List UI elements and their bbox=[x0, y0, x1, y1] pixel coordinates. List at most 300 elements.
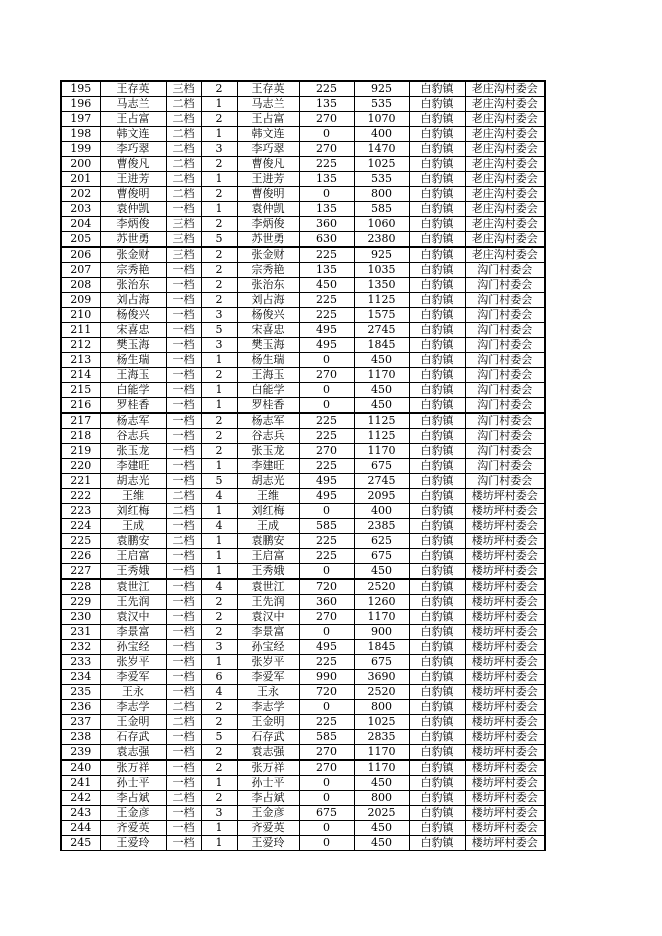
name-cell: 王永 bbox=[100, 685, 166, 700]
total-cell: 800 bbox=[354, 187, 409, 202]
tier-cell: 一档 bbox=[166, 595, 201, 610]
tier-cell: 三档 bbox=[166, 217, 201, 232]
table-row bbox=[61, 323, 545, 338]
tier-cell: 二档 bbox=[166, 700, 201, 715]
count-cell: 2 bbox=[201, 791, 237, 806]
village-cell: 楼坊坪村委会 bbox=[465, 715, 545, 730]
name-cell: 王启富 bbox=[100, 549, 166, 564]
recipient-cell: 杨生瑞 bbox=[237, 353, 299, 368]
row-number-cell: 228 bbox=[61, 579, 100, 595]
row-number-cell: 238 bbox=[61, 730, 100, 745]
village-cell: 楼坊坪村委会 bbox=[465, 534, 545, 549]
count-cell: 1 bbox=[201, 202, 237, 217]
total-cell: 585 bbox=[354, 202, 409, 217]
count-cell: 2 bbox=[201, 368, 237, 383]
name-cell: 李占斌 bbox=[100, 791, 166, 806]
subsidy-cell: 495 bbox=[299, 323, 354, 338]
subsidy-cell: 0 bbox=[299, 821, 354, 836]
town-cell: 白豹镇 bbox=[409, 760, 465, 776]
total-cell: 1170 bbox=[354, 444, 409, 459]
recipient-cell: 韩文连 bbox=[237, 127, 299, 142]
town-cell: 白豹镇 bbox=[409, 579, 465, 595]
recipient-cell: 王维 bbox=[237, 489, 299, 504]
total-cell: 800 bbox=[354, 700, 409, 715]
count-cell: 2 bbox=[201, 293, 237, 308]
village-cell: 楼坊坪村委会 bbox=[465, 776, 545, 791]
subsidy-cell: 270 bbox=[299, 610, 354, 625]
village-cell: 沟门村委会 bbox=[465, 308, 545, 323]
tier-cell: 一档 bbox=[166, 685, 201, 700]
subsidy-cell: 0 bbox=[299, 564, 354, 580]
total-cell: 925 bbox=[354, 247, 409, 263]
table-row bbox=[61, 564, 545, 580]
village-cell: 老庄沟村委会 bbox=[465, 142, 545, 157]
recipient-cell: 杨志军 bbox=[237, 413, 299, 429]
tier-cell: 一档 bbox=[166, 383, 201, 398]
village-cell: 老庄沟村委会 bbox=[465, 157, 545, 172]
town-cell: 白豹镇 bbox=[409, 444, 465, 459]
village-cell: 老庄沟村委会 bbox=[465, 202, 545, 217]
total-cell: 1125 bbox=[354, 429, 409, 444]
recipient-cell: 杨俊兴 bbox=[237, 308, 299, 323]
tier-cell: 一档 bbox=[166, 202, 201, 217]
table-row bbox=[61, 202, 545, 217]
row-number-cell: 226 bbox=[61, 549, 100, 564]
count-cell: 3 bbox=[201, 142, 237, 157]
tier-cell: 一档 bbox=[166, 579, 201, 595]
subsidy-cell: 270 bbox=[299, 745, 354, 761]
town-cell: 白豹镇 bbox=[409, 806, 465, 821]
table-row bbox=[61, 413, 545, 429]
subsidy-cell: 135 bbox=[299, 202, 354, 217]
row-number-cell: 200 bbox=[61, 157, 100, 172]
recipient-cell: 曹俊明 bbox=[237, 187, 299, 202]
recipient-cell: 李志学 bbox=[237, 700, 299, 715]
tier-cell: 一档 bbox=[166, 398, 201, 414]
village-cell: 楼坊坪村委会 bbox=[465, 655, 545, 670]
recipient-cell: 马志兰 bbox=[237, 97, 299, 112]
row-number-cell: 223 bbox=[61, 504, 100, 519]
tier-cell: 一档 bbox=[166, 459, 201, 474]
tier-cell: 二档 bbox=[166, 489, 201, 504]
subsidy-cell: 270 bbox=[299, 368, 354, 383]
total-cell: 1035 bbox=[354, 263, 409, 278]
recipient-cell: 张金财 bbox=[237, 247, 299, 263]
name-cell: 杨生瑞 bbox=[100, 353, 166, 368]
recipient-cell: 王先润 bbox=[237, 595, 299, 610]
tier-cell: 一档 bbox=[166, 368, 201, 383]
row-number-cell: 208 bbox=[61, 278, 100, 293]
count-cell: 1 bbox=[201, 836, 237, 851]
total-cell: 1070 bbox=[354, 112, 409, 127]
count-cell: 2 bbox=[201, 595, 237, 610]
recipient-cell: 罗桂香 bbox=[237, 398, 299, 414]
tier-cell: 二档 bbox=[166, 791, 201, 806]
subsidy-cell: 0 bbox=[299, 353, 354, 368]
name-cell: 袁世江 bbox=[100, 579, 166, 595]
name-cell: 李志学 bbox=[100, 700, 166, 715]
row-number-cell: 206 bbox=[61, 247, 100, 263]
name-cell: 王存英 bbox=[100, 81, 166, 97]
tier-cell: 一档 bbox=[166, 745, 201, 761]
subsidy-cell: 225 bbox=[299, 293, 354, 308]
row-number-cell: 242 bbox=[61, 791, 100, 806]
tier-cell: 一档 bbox=[166, 610, 201, 625]
town-cell: 白豹镇 bbox=[409, 247, 465, 263]
total-cell: 1350 bbox=[354, 278, 409, 293]
recipient-cell: 袁志强 bbox=[237, 745, 299, 761]
name-cell: 孙士平 bbox=[100, 776, 166, 791]
count-cell: 4 bbox=[201, 579, 237, 595]
name-cell: 张金财 bbox=[100, 247, 166, 263]
recipient-cell: 刘占海 bbox=[237, 293, 299, 308]
total-cell: 1170 bbox=[354, 610, 409, 625]
subsidy-cell: 135 bbox=[299, 97, 354, 112]
total-cell: 1170 bbox=[354, 760, 409, 776]
count-cell: 2 bbox=[201, 429, 237, 444]
recipient-cell: 王永 bbox=[237, 685, 299, 700]
row-number-cell: 211 bbox=[61, 323, 100, 338]
village-cell: 沟门村委会 bbox=[465, 444, 545, 459]
subsidy-cell: 495 bbox=[299, 338, 354, 353]
total-cell: 1125 bbox=[354, 413, 409, 429]
recipient-cell: 王爱玲 bbox=[237, 836, 299, 851]
count-cell: 1 bbox=[201, 776, 237, 791]
recipient-cell: 张治东 bbox=[237, 278, 299, 293]
name-cell: 王进芳 bbox=[100, 172, 166, 187]
row-number-cell: 201 bbox=[61, 172, 100, 187]
count-cell: 3 bbox=[201, 338, 237, 353]
table-row bbox=[61, 112, 545, 127]
town-cell: 白豹镇 bbox=[409, 97, 465, 112]
table-row bbox=[61, 685, 545, 700]
total-cell: 1845 bbox=[354, 338, 409, 353]
tier-cell: 二档 bbox=[166, 157, 201, 172]
count-cell: 3 bbox=[201, 640, 237, 655]
tier-cell: 二档 bbox=[166, 112, 201, 127]
table-row bbox=[61, 489, 545, 504]
tier-cell: 一档 bbox=[166, 564, 201, 580]
total-cell: 2520 bbox=[354, 579, 409, 595]
recipient-cell: 谷志兵 bbox=[237, 429, 299, 444]
village-cell: 沟门村委会 bbox=[465, 278, 545, 293]
row-number-cell: 237 bbox=[61, 715, 100, 730]
total-cell: 450 bbox=[354, 398, 409, 414]
tier-cell: 一档 bbox=[166, 263, 201, 278]
name-cell: 张治东 bbox=[100, 278, 166, 293]
village-cell: 沟门村委会 bbox=[465, 383, 545, 398]
count-cell: 1 bbox=[201, 97, 237, 112]
table-row bbox=[61, 776, 545, 791]
town-cell: 白豹镇 bbox=[409, 519, 465, 534]
name-cell: 韩文连 bbox=[100, 127, 166, 142]
table-row bbox=[61, 217, 545, 232]
table-row bbox=[61, 81, 545, 97]
row-number-cell: 232 bbox=[61, 640, 100, 655]
tier-cell: 二档 bbox=[166, 534, 201, 549]
total-cell: 2520 bbox=[354, 685, 409, 700]
village-cell: 老庄沟村委会 bbox=[465, 112, 545, 127]
count-cell: 1 bbox=[201, 655, 237, 670]
recipient-cell: 王启富 bbox=[237, 549, 299, 564]
count-cell: 1 bbox=[201, 172, 237, 187]
tier-cell: 三档 bbox=[166, 232, 201, 248]
tier-cell: 三档 bbox=[166, 81, 201, 97]
recipient-cell: 王海玉 bbox=[237, 368, 299, 383]
subsidy-cell: 0 bbox=[299, 700, 354, 715]
name-cell: 胡志光 bbox=[100, 474, 166, 489]
table-row bbox=[61, 353, 545, 368]
name-cell: 王金明 bbox=[100, 715, 166, 730]
table-row bbox=[61, 519, 545, 534]
town-cell: 白豹镇 bbox=[409, 232, 465, 248]
total-cell: 925 bbox=[354, 81, 409, 97]
tier-cell: 一档 bbox=[166, 760, 201, 776]
table-row bbox=[61, 534, 545, 549]
subsidy-cell: 225 bbox=[299, 655, 354, 670]
row-number-cell: 245 bbox=[61, 836, 100, 851]
count-cell: 2 bbox=[201, 278, 237, 293]
village-cell: 楼坊坪村委会 bbox=[465, 685, 545, 700]
town-cell: 白豹镇 bbox=[409, 700, 465, 715]
name-cell: 苏世勇 bbox=[100, 232, 166, 248]
row-number-cell: 213 bbox=[61, 353, 100, 368]
recipient-cell: 张万祥 bbox=[237, 760, 299, 776]
village-cell: 楼坊坪村委会 bbox=[465, 791, 545, 806]
table-row bbox=[61, 549, 545, 564]
recipient-cell: 孙士平 bbox=[237, 776, 299, 791]
tier-cell: 一档 bbox=[166, 519, 201, 534]
town-cell: 白豹镇 bbox=[409, 263, 465, 278]
tier-cell: 一档 bbox=[166, 474, 201, 489]
name-cell: 刘占海 bbox=[100, 293, 166, 308]
town-cell: 白豹镇 bbox=[409, 202, 465, 217]
table-row bbox=[61, 670, 545, 685]
count-cell: 2 bbox=[201, 610, 237, 625]
total-cell: 1025 bbox=[354, 157, 409, 172]
town-cell: 白豹镇 bbox=[409, 383, 465, 398]
village-cell: 沟门村委会 bbox=[465, 338, 545, 353]
tier-cell: 二档 bbox=[166, 97, 201, 112]
tier-cell: 一档 bbox=[166, 338, 201, 353]
recipient-cell: 袁世江 bbox=[237, 579, 299, 595]
town-cell: 白豹镇 bbox=[409, 142, 465, 157]
recipient-cell: 樊玉海 bbox=[237, 338, 299, 353]
row-number-cell: 230 bbox=[61, 610, 100, 625]
total-cell: 2380 bbox=[354, 232, 409, 248]
table-row bbox=[61, 760, 545, 776]
subsidy-cell: 0 bbox=[299, 187, 354, 202]
row-number-cell: 212 bbox=[61, 338, 100, 353]
count-cell: 1 bbox=[201, 534, 237, 549]
row-number-cell: 215 bbox=[61, 383, 100, 398]
village-cell: 楼坊坪村委会 bbox=[465, 806, 545, 821]
row-number-cell: 240 bbox=[61, 760, 100, 776]
name-cell: 王先润 bbox=[100, 595, 166, 610]
count-cell: 2 bbox=[201, 157, 237, 172]
row-number-cell: 236 bbox=[61, 700, 100, 715]
row-number-cell: 202 bbox=[61, 187, 100, 202]
name-cell: 李景富 bbox=[100, 625, 166, 640]
town-cell: 白豹镇 bbox=[409, 459, 465, 474]
table-row bbox=[61, 655, 545, 670]
town-cell: 白豹镇 bbox=[409, 157, 465, 172]
data-table bbox=[60, 80, 546, 851]
town-cell: 白豹镇 bbox=[409, 489, 465, 504]
town-cell: 白豹镇 bbox=[409, 730, 465, 745]
table-row bbox=[61, 444, 545, 459]
total-cell: 450 bbox=[354, 383, 409, 398]
table-row bbox=[61, 504, 545, 519]
name-cell: 张岁平 bbox=[100, 655, 166, 670]
recipient-cell: 王成 bbox=[237, 519, 299, 534]
town-cell: 白豹镇 bbox=[409, 413, 465, 429]
count-cell: 1 bbox=[201, 821, 237, 836]
row-number-cell: 209 bbox=[61, 293, 100, 308]
subsidy-cell: 585 bbox=[299, 730, 354, 745]
subsidy-cell: 0 bbox=[299, 127, 354, 142]
village-cell: 楼坊坪村委会 bbox=[465, 504, 545, 519]
name-cell: 袁志强 bbox=[100, 745, 166, 761]
subsidy-cell: 585 bbox=[299, 519, 354, 534]
table-row bbox=[61, 232, 545, 248]
table-row bbox=[61, 247, 545, 263]
town-cell: 白豹镇 bbox=[409, 308, 465, 323]
name-cell: 王金彦 bbox=[100, 806, 166, 821]
town-cell: 白豹镇 bbox=[409, 640, 465, 655]
village-cell: 楼坊坪村委会 bbox=[465, 745, 545, 761]
village-cell: 老庄沟村委会 bbox=[465, 97, 545, 112]
name-cell: 王爱玲 bbox=[100, 836, 166, 851]
village-cell: 楼坊坪村委会 bbox=[465, 564, 545, 580]
row-number-cell: 195 bbox=[61, 81, 100, 97]
subsidy-cell: 225 bbox=[299, 413, 354, 429]
subsidy-cell: 225 bbox=[299, 549, 354, 564]
total-cell: 535 bbox=[354, 97, 409, 112]
total-cell: 1470 bbox=[354, 142, 409, 157]
row-number-cell: 217 bbox=[61, 413, 100, 429]
count-cell: 2 bbox=[201, 715, 237, 730]
subsidy-cell: 225 bbox=[299, 429, 354, 444]
table-row bbox=[61, 172, 545, 187]
name-cell: 谷志兵 bbox=[100, 429, 166, 444]
name-cell: 李爱军 bbox=[100, 670, 166, 685]
recipient-cell: 李建旺 bbox=[237, 459, 299, 474]
count-cell: 1 bbox=[201, 353, 237, 368]
subsidy-cell: 0 bbox=[299, 791, 354, 806]
recipient-cell: 张玉龙 bbox=[237, 444, 299, 459]
count-cell: 4 bbox=[201, 685, 237, 700]
town-cell: 白豹镇 bbox=[409, 836, 465, 851]
row-number-cell: 231 bbox=[61, 625, 100, 640]
subsidy-cell: 675 bbox=[299, 806, 354, 821]
tier-cell: 一档 bbox=[166, 323, 201, 338]
tier-cell: 二档 bbox=[166, 187, 201, 202]
recipient-cell: 刘红梅 bbox=[237, 504, 299, 519]
subsidy-cell: 0 bbox=[299, 398, 354, 414]
recipient-cell: 石存武 bbox=[237, 730, 299, 745]
name-cell: 曹俊明 bbox=[100, 187, 166, 202]
village-cell: 楼坊坪村委会 bbox=[465, 730, 545, 745]
count-cell: 2 bbox=[201, 760, 237, 776]
total-cell: 450 bbox=[354, 776, 409, 791]
tier-cell: 一档 bbox=[166, 730, 201, 745]
recipient-cell: 王进芳 bbox=[237, 172, 299, 187]
total-cell: 450 bbox=[354, 821, 409, 836]
count-cell: 2 bbox=[201, 112, 237, 127]
total-cell: 450 bbox=[354, 836, 409, 851]
subsidy-cell: 0 bbox=[299, 776, 354, 791]
town-cell: 白豹镇 bbox=[409, 338, 465, 353]
name-cell: 王秀娥 bbox=[100, 564, 166, 580]
recipient-cell: 曹俊凡 bbox=[237, 157, 299, 172]
name-cell: 袁汉中 bbox=[100, 610, 166, 625]
tier-cell: 二档 bbox=[166, 172, 201, 187]
table-row bbox=[61, 715, 545, 730]
town-cell: 白豹镇 bbox=[409, 715, 465, 730]
row-number-cell: 225 bbox=[61, 534, 100, 549]
table-row bbox=[61, 368, 545, 383]
subsidy-cell: 225 bbox=[299, 459, 354, 474]
recipient-cell: 孙宝经 bbox=[237, 640, 299, 655]
recipient-cell: 李爱军 bbox=[237, 670, 299, 685]
town-cell: 白豹镇 bbox=[409, 81, 465, 97]
total-cell: 3690 bbox=[354, 670, 409, 685]
row-number-cell: 199 bbox=[61, 142, 100, 157]
town-cell: 白豹镇 bbox=[409, 685, 465, 700]
row-number-cell: 229 bbox=[61, 595, 100, 610]
name-cell: 石存武 bbox=[100, 730, 166, 745]
count-cell: 6 bbox=[201, 670, 237, 685]
row-number-cell: 204 bbox=[61, 217, 100, 232]
subsidy-cell: 0 bbox=[299, 383, 354, 398]
subsidy-cell: 0 bbox=[299, 625, 354, 640]
count-cell: 1 bbox=[201, 459, 237, 474]
total-cell: 450 bbox=[354, 353, 409, 368]
subsidy-cell: 720 bbox=[299, 579, 354, 595]
table-row bbox=[61, 338, 545, 353]
name-cell: 孙宝经 bbox=[100, 640, 166, 655]
tier-cell: 一档 bbox=[166, 670, 201, 685]
count-cell: 5 bbox=[201, 232, 237, 248]
tier-cell: 一档 bbox=[166, 625, 201, 640]
total-cell: 1060 bbox=[354, 217, 409, 232]
subsidy-cell: 495 bbox=[299, 640, 354, 655]
row-number-cell: 239 bbox=[61, 745, 100, 761]
tier-cell: 一档 bbox=[166, 444, 201, 459]
count-cell: 5 bbox=[201, 730, 237, 745]
table-row bbox=[61, 157, 545, 172]
recipient-cell: 苏世勇 bbox=[237, 232, 299, 248]
table-row bbox=[61, 821, 545, 836]
table-row bbox=[61, 293, 545, 308]
total-cell: 675 bbox=[354, 459, 409, 474]
total-cell: 2835 bbox=[354, 730, 409, 745]
recipient-cell: 王金彦 bbox=[237, 806, 299, 821]
name-cell: 曹俊凡 bbox=[100, 157, 166, 172]
total-cell: 2745 bbox=[354, 474, 409, 489]
recipient-cell: 张岁平 bbox=[237, 655, 299, 670]
row-number-cell: 216 bbox=[61, 398, 100, 414]
table-row bbox=[61, 278, 545, 293]
village-cell: 老庄沟村委会 bbox=[465, 127, 545, 142]
count-cell: 1 bbox=[201, 383, 237, 398]
count-cell: 3 bbox=[201, 308, 237, 323]
subsidy-cell: 225 bbox=[299, 308, 354, 323]
tier-cell: 一档 bbox=[166, 429, 201, 444]
row-number-cell: 203 bbox=[61, 202, 100, 217]
count-cell: 5 bbox=[201, 474, 237, 489]
